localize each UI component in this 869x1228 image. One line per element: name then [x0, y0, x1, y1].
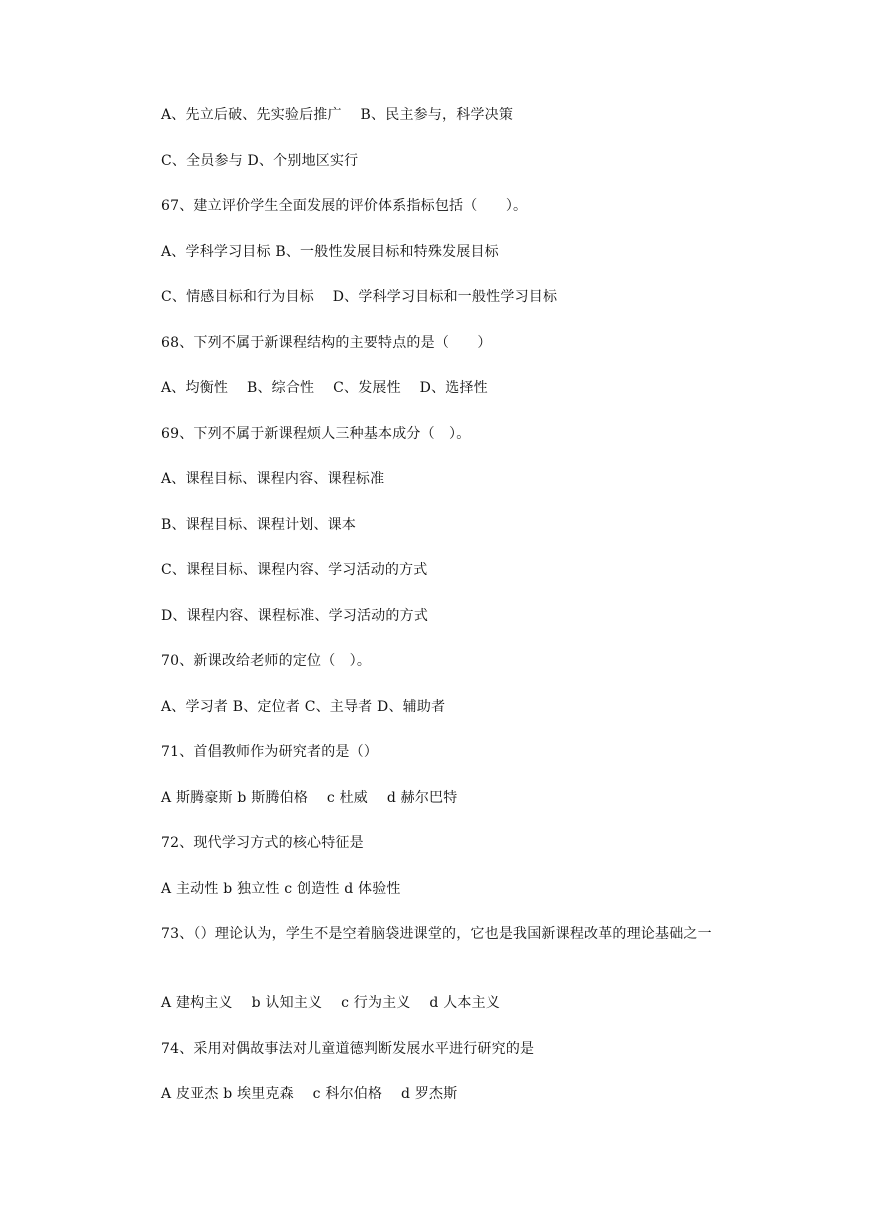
q74-options: A 皮亚杰 b 埃里克森 c 科尔伯格 d 罗杰斯: [161, 1086, 458, 1102]
question-70: 70、新课改给老师的定位（ ）。: [161, 653, 372, 669]
question-69: 69、下列不属于新课程烦人三种基本成分（ ）。: [161, 426, 471, 442]
q71-options: A 斯腾豪斯 b 斯腾伯格 c 杜威 d 赫尔巴特: [161, 790, 458, 806]
question-73: 73、（）理论认为，学生不是空着脑袋进课堂的，它也是我国新课程改革的理论基础之一: [161, 926, 712, 942]
question-67: 67、建立评价学生全面发展的评价体系指标包括（ ）。: [161, 198, 528, 214]
q67-options-cd: C、情感目标和行为目标 D、学科学习目标和一般性学习目标: [161, 289, 558, 305]
q73-options: A 建构主义 b 认知主义 c 行为主义 d 人本主义: [161, 995, 501, 1011]
q69-option-c: C、课程目标、课程内容、学习活动的方式: [161, 562, 428, 578]
question-71: 71、首倡教师作为研究者的是（）: [161, 744, 379, 760]
q66-options-cd: C、全员参与 D、个别地区实行: [161, 153, 359, 169]
q69-option-d: D、课程内容、课程标准、学习活动的方式: [161, 608, 429, 624]
q66-options-ab: A、先立后破、先实验后推广 B、民主参与，科学决策: [161, 107, 514, 123]
q69-option-b: B、课程目标、课程计划、课本: [161, 517, 357, 533]
q70-options: A、学习者 B、定位者 C、主导者 D、辅助者: [161, 699, 446, 715]
question-74: 74、采用对偶故事法对儿童道德判断发展水平进行研究的是: [161, 1041, 535, 1057]
q67-options-ab: A、学科学习目标 B、一般性发展目标和特殊发展目标: [161, 244, 499, 260]
q68-options: A、均衡性 B、综合性 C、发展性 D、选择性: [161, 380, 488, 396]
question-72: 72、现代学习方式的核心特征是: [161, 835, 364, 851]
q69-option-a: A、课程目标、课程内容、课程标准: [161, 471, 385, 487]
q72-options: A 主动性 b 独立性 c 创造性 d 体验性: [161, 881, 401, 897]
question-68: 68、下列不属于新课程结构的主要特点的是（ ）: [161, 335, 492, 351]
